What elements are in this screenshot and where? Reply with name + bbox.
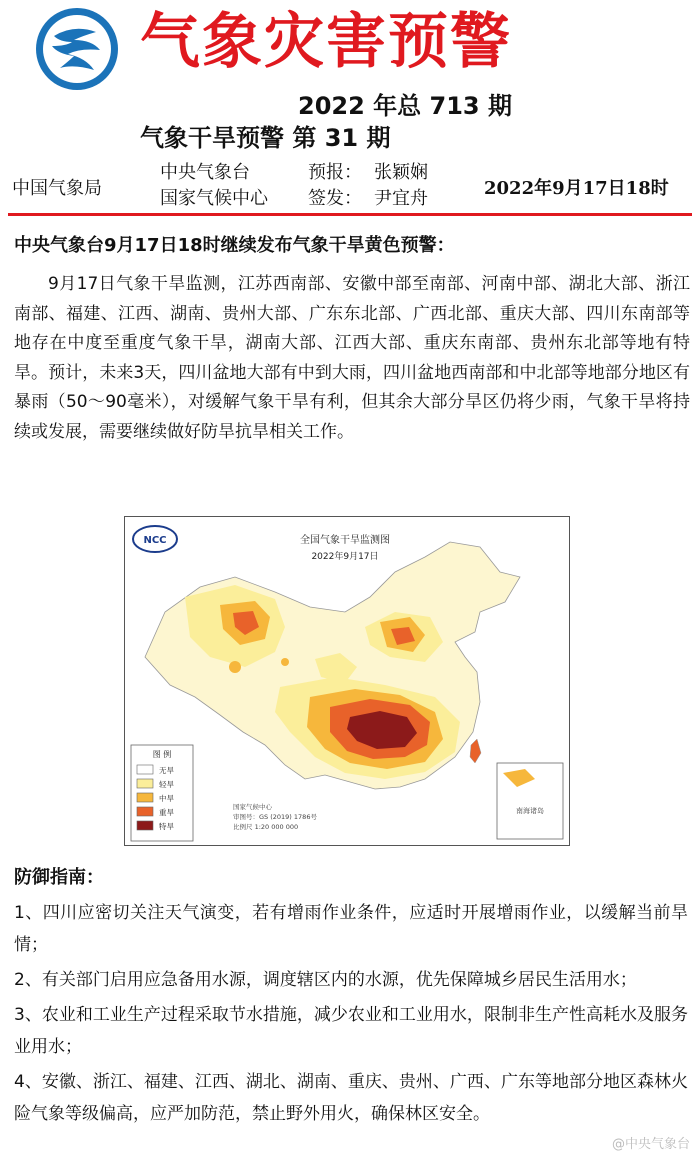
south-china-sea-inset	[497, 763, 563, 839]
taiwan-island	[470, 739, 481, 763]
legend-label: 无旱	[159, 766, 174, 775]
forecaster-name: 张颖娴	[374, 162, 428, 183]
map-title: 全国气象干旱监测图	[300, 535, 390, 546]
legend-label: 轻旱	[159, 780, 174, 789]
legend-label: 重旱	[159, 808, 174, 817]
issue-number: 2022 年总 713 期	[298, 92, 512, 120]
legend-label: 特旱	[159, 822, 174, 831]
agency-name: 中国气象局	[12, 178, 102, 199]
legend-swatch	[137, 793, 153, 802]
watermark: @中央气象台	[611, 1137, 690, 1152]
guide-item: 1、四川应密切关注天气演变，若有增雨作业条件，应适时开展增雨作业，以缓解当前旱情；	[14, 903, 688, 955]
warning-headline: 中央气象台9月17日18时继续发布气象干旱黄色预警：	[14, 235, 455, 256]
banner-title: 气象灾害预警	[140, 7, 512, 77]
ncc-logo-icon	[133, 526, 177, 552]
map-footer-scale: 比例尺 1:20 000 000	[233, 823, 299, 831]
center-name: 中央气象台	[160, 162, 250, 183]
guide-item: 2、有关部门启用应急备用水源，调度辖区内的水源，优先保障城乡居民生活用水；	[14, 970, 637, 990]
map-date: 2022年9月17日	[311, 552, 379, 562]
guide-list	[14, 897, 688, 1133]
issuing-centers	[160, 160, 268, 212]
issuer-label: 签发：	[308, 188, 362, 209]
legend-swatch	[137, 779, 153, 788]
series-number: 气象干旱预警 第 31 期	[140, 124, 391, 152]
forecaster-label: 预报：	[308, 162, 362, 183]
issuer-name: 尹宜舟	[374, 188, 428, 209]
center-name: 国家气候中心	[160, 188, 268, 209]
signatories	[308, 160, 428, 212]
drought-map	[124, 516, 570, 846]
guide-item: 4、安徽、浙江、福建、江西、湖北、湖南、重庆、贵州、广西、广东等地部分地区森林火险气象等级偏高，应严加防范，禁止野外用火，确保林区安全。	[14, 1072, 688, 1124]
legend-title: 图 例	[152, 750, 172, 759]
issue-datetime: 2022年9月17日18时	[484, 178, 669, 199]
legend-label: 中旱	[159, 794, 174, 803]
map-legend	[131, 745, 193, 841]
cma-logo-icon	[34, 6, 120, 92]
legend-swatch	[137, 807, 153, 816]
guide-item: 3、农业和工业生产过程采取节水措施，减少农业和工业用水，限制非生产性高耗水及服务业用水；	[14, 1005, 688, 1057]
map-footer-org: 国家气候中心	[233, 803, 272, 811]
warning-paragraph: 9月17日气象干旱监测，江苏西南部、安徽中部至南部、河南中部、湖北大部、浙江南部、福建、江西、湖南、贵州大部、广东东北部、广西北部、重庆大部、四川东南部等地存在中度至重度气象干旱，湖南大部、江西大部、重庆东南部、贵州东北部等地有特旱。预计，未来3天，四川盆地大部有中到大雨，四川盆地西南部和中北部等地部分地区有暴雨（50～90毫米），对缓解气象干旱有利，但其余大部分旱区仍将少雨，气象干旱将持续或发展，需要继续做好防旱抗旱相关工作。	[14, 274, 690, 442]
header-divider	[8, 213, 692, 216]
inset-label: 南海诸岛	[516, 807, 544, 815]
map-footer-approval: 审图号：GS (2019) 1786号	[233, 813, 317, 821]
guide-title: 防御指南：	[14, 867, 104, 888]
legend-swatch	[137, 821, 153, 830]
legend-swatch	[137, 765, 153, 774]
ncc-badge-text: NCC	[143, 535, 167, 546]
